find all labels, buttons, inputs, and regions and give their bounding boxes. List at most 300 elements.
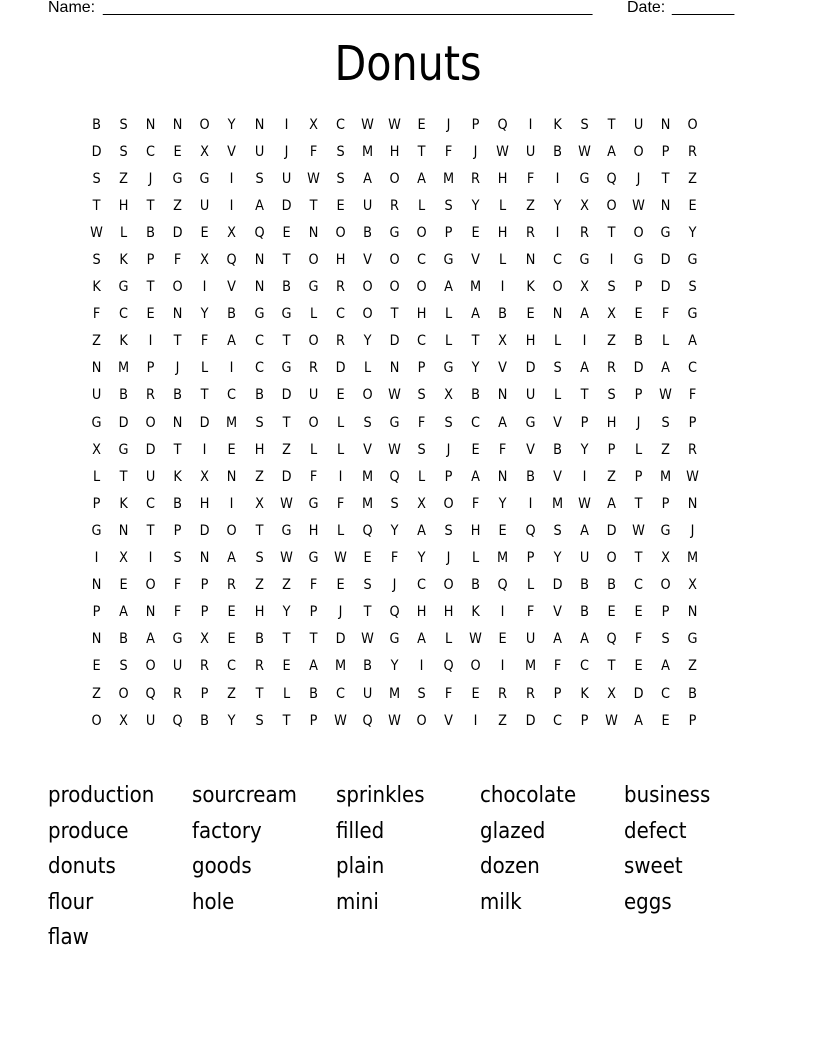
- grid-letter[interactable]: O: [362, 279, 373, 296]
- grid-letter[interactable]: Q: [524, 522, 536, 539]
- grid-letter[interactable]: O: [308, 414, 319, 431]
- grid-letter[interactable]: P: [92, 604, 101, 621]
- grid-letter[interactable]: O: [362, 306, 373, 323]
- grid-letter[interactable]: N: [660, 116, 671, 133]
- grid-letter[interactable]: B: [254, 631, 264, 648]
- grid-letter[interactable]: P: [634, 387, 643, 404]
- grid-letter[interactable]: H: [254, 604, 264, 621]
- grid-letter[interactable]: R: [688, 441, 698, 458]
- grid-letter[interactable]: M: [470, 279, 482, 296]
- grid-letter[interactable]: E: [498, 631, 508, 648]
- grid-letter[interactable]: O: [362, 387, 373, 404]
- grid-letter[interactable]: S: [444, 414, 453, 431]
- grid-letter[interactable]: I: [203, 279, 207, 296]
- grid-letter[interactable]: N: [308, 224, 319, 241]
- grid-letter[interactable]: O: [687, 116, 698, 133]
- grid-letter[interactable]: I: [582, 468, 587, 485]
- grid-letter[interactable]: T: [173, 333, 182, 350]
- grid-letter[interactable]: T: [255, 522, 264, 539]
- grid-letter[interactable]: X: [254, 495, 264, 512]
- grid-letter[interactable]: R: [200, 658, 210, 675]
- grid-letter[interactable]: A: [119, 604, 129, 621]
- grid-letter[interactable]: P: [634, 468, 643, 485]
- grid-letter[interactable]: M: [551, 495, 563, 512]
- grid-letter[interactable]: D: [606, 522, 617, 539]
- grid-letter[interactable]: H: [443, 604, 454, 621]
- grid-letter[interactable]: X: [688, 577, 698, 594]
- grid-letter[interactable]: T: [92, 197, 101, 214]
- grid-letter[interactable]: Z: [254, 468, 264, 485]
- grid-letter[interactable]: P: [201, 604, 209, 621]
- grid-letter[interactable]: E: [471, 685, 480, 702]
- grid-letter[interactable]: O: [172, 279, 183, 296]
- grid-letter[interactable]: R: [606, 360, 616, 377]
- grid-letter[interactable]: W: [90, 224, 103, 241]
- grid-letter[interactable]: I: [501, 279, 505, 296]
- grid-letter[interactable]: R: [688, 143, 698, 160]
- grid-letter[interactable]: E: [634, 658, 643, 675]
- grid-letter[interactable]: A: [579, 631, 589, 648]
- grid-letter[interactable]: N: [91, 577, 102, 594]
- grid-letter[interactable]: C: [417, 333, 427, 350]
- grid-letter[interactable]: P: [661, 495, 670, 512]
- grid-letter[interactable]: F: [174, 604, 182, 621]
- grid-letter[interactable]: K: [119, 495, 128, 512]
- grid-letter[interactable]: U: [146, 468, 156, 485]
- grid-letter[interactable]: F: [309, 577, 318, 594]
- grid-letter[interactable]: J: [284, 143, 289, 160]
- grid-letter[interactable]: F: [417, 414, 426, 431]
- grid-letter[interactable]: B: [308, 685, 318, 702]
- grid-letter[interactable]: C: [227, 387, 237, 404]
- grid-letter[interactable]: C: [471, 414, 481, 431]
- grid-letter[interactable]: U: [173, 658, 183, 675]
- grid-letter[interactable]: A: [146, 631, 156, 648]
- grid-letter[interactable]: J: [148, 170, 153, 187]
- grid-letter[interactable]: G: [660, 522, 671, 539]
- grid-letter[interactable]: Z: [254, 577, 264, 594]
- grid-letter[interactable]: C: [688, 360, 698, 377]
- grid-letter[interactable]: W: [632, 522, 645, 539]
- grid-letter[interactable]: C: [254, 333, 264, 350]
- grid-letter[interactable]: G: [91, 522, 102, 539]
- grid-letter[interactable]: N: [687, 604, 698, 621]
- grid-letter[interactable]: B: [200, 712, 210, 729]
- grid-letter[interactable]: X: [498, 333, 508, 350]
- grid-letter[interactable]: T: [634, 550, 643, 567]
- grid-letter[interactable]: S: [390, 495, 399, 512]
- grid-letter[interactable]: I: [230, 495, 234, 512]
- grid-letter[interactable]: T: [634, 495, 643, 512]
- grid-letter[interactable]: M: [443, 170, 455, 187]
- grid-letter[interactable]: W: [361, 116, 374, 133]
- grid-letter[interactable]: X: [444, 387, 454, 404]
- grid-letter[interactable]: L: [418, 468, 426, 485]
- grid-letter[interactable]: S: [444, 197, 453, 214]
- grid-letter[interactable]: W: [279, 495, 293, 512]
- grid-letter[interactable]: I: [230, 360, 234, 377]
- grid-letter[interactable]: K: [525, 279, 535, 296]
- grid-letter[interactable]: L: [445, 631, 453, 648]
- grid-letter[interactable]: X: [92, 441, 101, 458]
- grid-letter[interactable]: E: [688, 197, 697, 214]
- grid-letter[interactable]: E: [173, 143, 182, 160]
- grid-letter[interactable]: L: [526, 577, 534, 594]
- grid-letter[interactable]: E: [282, 224, 291, 241]
- grid-letter[interactable]: R: [173, 685, 183, 702]
- grid-letter[interactable]: F: [174, 252, 182, 269]
- grid-letter[interactable]: T: [282, 414, 291, 431]
- grid-letter[interactable]: P: [146, 360, 155, 377]
- grid-letter[interactable]: C: [335, 685, 345, 702]
- grid-letter[interactable]: U: [525, 387, 535, 404]
- grid-letter[interactable]: S: [173, 550, 182, 567]
- grid-letter[interactable]: C: [254, 360, 264, 377]
- grid-letter[interactable]: G: [687, 252, 698, 269]
- grid-letter[interactable]: T: [607, 224, 616, 241]
- grid-letter[interactable]: Z: [281, 441, 291, 458]
- grid-letter[interactable]: U: [579, 550, 589, 567]
- grid-letter[interactable]: A: [471, 468, 481, 485]
- grid-letter[interactable]: R: [335, 279, 345, 296]
- grid-letter[interactable]: F: [526, 604, 534, 621]
- grid-letter[interactable]: A: [363, 170, 372, 187]
- grid-letter[interactable]: B: [471, 577, 481, 594]
- grid-letter[interactable]: N: [254, 116, 264, 133]
- grid-letter[interactable]: U: [525, 143, 535, 160]
- grid-letter[interactable]: R: [335, 333, 345, 350]
- grid-letter[interactable]: L: [445, 333, 453, 350]
- grid-letter[interactable]: I: [501, 604, 505, 621]
- grid-letter[interactable]: O: [145, 658, 156, 675]
- grid-letter[interactable]: K: [552, 116, 562, 133]
- grid-letter[interactable]: B: [633, 333, 643, 350]
- grid-letter[interactable]: L: [418, 197, 426, 214]
- grid-letter[interactable]: B: [471, 387, 481, 404]
- grid-letter[interactable]: H: [254, 441, 264, 458]
- grid-letter[interactable]: I: [555, 224, 560, 241]
- grid-letter[interactable]: B: [173, 495, 183, 512]
- grid-letter[interactable]: E: [336, 197, 345, 214]
- grid-letter[interactable]: G: [443, 252, 454, 269]
- grid-letter[interactable]: G: [579, 170, 590, 187]
- grid-letter[interactable]: B: [552, 143, 562, 160]
- grid-letter[interactable]: C: [661, 685, 671, 702]
- grid-letter[interactable]: Q: [172, 712, 183, 729]
- grid-letter[interactable]: P: [92, 495, 101, 512]
- grid-letter[interactable]: A: [661, 658, 670, 675]
- grid-letter[interactable]: J: [338, 604, 343, 621]
- grid-letter[interactable]: B: [227, 306, 237, 323]
- grid-letter[interactable]: X: [227, 224, 237, 241]
- grid-letter[interactable]: P: [201, 685, 209, 702]
- grid-letter[interactable]: P: [417, 360, 426, 377]
- grid-letter[interactable]: S: [119, 658, 128, 675]
- grid-letter[interactable]: B: [363, 224, 372, 241]
- grid-letter[interactable]: D: [633, 685, 644, 702]
- grid-letter[interactable]: X: [200, 143, 210, 160]
- grid-letter[interactable]: M: [118, 360, 130, 377]
- grid-letter[interactable]: C: [146, 143, 156, 160]
- grid-letter[interactable]: I: [230, 170, 234, 187]
- grid-letter[interactable]: R: [498, 685, 508, 702]
- grid-letter[interactable]: L: [309, 306, 317, 323]
- grid-letter[interactable]: W: [388, 116, 401, 133]
- grid-letter[interactable]: I: [94, 550, 99, 567]
- grid-letter[interactable]: O: [416, 279, 427, 296]
- grid-letter[interactable]: Z: [92, 333, 101, 350]
- grid-letter[interactable]: L: [282, 685, 290, 702]
- grid-letter[interactable]: S: [417, 441, 426, 458]
- grid-letter[interactable]: O: [335, 224, 346, 241]
- grid-letter[interactable]: E: [634, 306, 643, 323]
- grid-letter[interactable]: P: [553, 685, 562, 702]
- grid-letter[interactable]: F: [472, 495, 480, 512]
- grid-letter[interactable]: Y: [228, 116, 236, 133]
- grid-letter[interactable]: O: [308, 252, 319, 269]
- grid-letter[interactable]: Z: [281, 577, 291, 594]
- grid-letter[interactable]: W: [388, 712, 401, 729]
- grid-letter[interactable]: U: [525, 631, 535, 648]
- grid-letter[interactable]: H: [200, 495, 210, 512]
- grid-letter[interactable]: K: [119, 252, 128, 269]
- grid-letter[interactable]: Y: [282, 604, 291, 621]
- grid-letter[interactable]: S: [661, 414, 670, 431]
- grid-letter[interactable]: O: [443, 495, 454, 512]
- grid-letter[interactable]: W: [686, 468, 699, 485]
- grid-letter[interactable]: O: [199, 116, 210, 133]
- grid-letter[interactable]: R: [525, 224, 535, 241]
- grid-letter[interactable]: M: [361, 495, 374, 512]
- grid-letter[interactable]: X: [606, 306, 616, 323]
- grid-letter[interactable]: D: [335, 360, 346, 377]
- grid-letter[interactable]: O: [470, 658, 481, 675]
- grid-letter[interactable]: Y: [553, 197, 562, 214]
- grid-letter[interactable]: B: [579, 577, 589, 594]
- grid-letter[interactable]: D: [145, 441, 156, 458]
- grid-letter[interactable]: G: [525, 414, 536, 431]
- grid-letter[interactable]: G: [254, 306, 265, 323]
- grid-letter[interactable]: S: [607, 279, 616, 296]
- grid-letter[interactable]: Q: [389, 468, 400, 485]
- grid-letter[interactable]: U: [308, 387, 319, 404]
- grid-letter[interactable]: N: [172, 414, 183, 431]
- grid-letter[interactable]: N: [172, 306, 183, 323]
- grid-letter[interactable]: F: [445, 685, 453, 702]
- grid-letter[interactable]: B: [146, 224, 156, 241]
- grid-letter[interactable]: P: [526, 550, 534, 567]
- grid-letter[interactable]: G: [118, 279, 129, 296]
- grid-letter[interactable]: B: [525, 468, 535, 485]
- grid-letter[interactable]: T: [661, 170, 670, 187]
- grid-letter[interactable]: Q: [362, 522, 373, 539]
- grid-letter[interactable]: A: [417, 631, 427, 648]
- grid-letter[interactable]: U: [633, 116, 644, 133]
- grid-letter[interactable]: P: [146, 252, 155, 269]
- grid-letter[interactable]: P: [688, 712, 697, 729]
- grid-letter[interactable]: A: [661, 360, 670, 377]
- grid-letter[interactable]: G: [308, 279, 319, 296]
- grid-letter[interactable]: O: [389, 170, 400, 187]
- grid-letter[interactable]: D: [172, 224, 183, 241]
- grid-letter[interactable]: O: [145, 414, 156, 431]
- grid-letter[interactable]: C: [335, 116, 345, 133]
- grid-letter[interactable]: Y: [688, 224, 697, 241]
- grid-letter[interactable]: U: [91, 387, 102, 404]
- grid-letter[interactable]: G: [687, 306, 698, 323]
- grid-letter[interactable]: A: [227, 550, 237, 567]
- grid-letter[interactable]: R: [308, 360, 318, 377]
- grid-letter[interactable]: L: [472, 550, 480, 567]
- grid-letter[interactable]: K: [119, 333, 128, 350]
- grid-letter[interactable]: Y: [553, 550, 562, 567]
- grid-letter[interactable]: G: [687, 631, 698, 648]
- grid-letter[interactable]: N: [145, 604, 156, 621]
- grid-letter[interactable]: W: [496, 143, 510, 160]
- grid-letter[interactable]: Z: [661, 441, 670, 458]
- grid-letter[interactable]: G: [389, 414, 400, 431]
- grid-letter[interactable]: Y: [417, 550, 426, 567]
- grid-letter[interactable]: T: [146, 197, 155, 214]
- grid-letter[interactable]: P: [607, 441, 616, 458]
- grid-letter[interactable]: A: [579, 522, 589, 539]
- grid-letter[interactable]: I: [528, 495, 532, 512]
- grid-letter[interactable]: V: [363, 252, 372, 269]
- grid-letter[interactable]: R: [525, 685, 535, 702]
- grid-letter[interactable]: S: [119, 143, 128, 160]
- grid-letter[interactable]: K: [173, 468, 183, 485]
- grid-letter[interactable]: Z: [498, 712, 508, 729]
- grid-letter[interactable]: R: [471, 170, 481, 187]
- grid-letter[interactable]: D: [281, 197, 292, 214]
- grid-letter[interactable]: E: [661, 712, 670, 729]
- grid-letter[interactable]: E: [146, 306, 155, 323]
- grid-letter[interactable]: F: [688, 387, 697, 404]
- grid-letter[interactable]: Z: [606, 333, 616, 350]
- grid-letter[interactable]: N: [91, 631, 102, 648]
- grid-letter[interactable]: A: [227, 333, 237, 350]
- grid-letter[interactable]: D: [633, 360, 644, 377]
- grid-letter[interactable]: H: [118, 197, 129, 214]
- grid-letter[interactable]: I: [609, 252, 614, 269]
- name-field[interactable]: _______________________________________________________: [103, 0, 593, 16]
- grid-letter[interactable]: N: [687, 495, 698, 512]
- grid-letter[interactable]: L: [445, 306, 453, 323]
- grid-letter[interactable]: O: [91, 712, 102, 729]
- grid-letter[interactable]: A: [417, 522, 427, 539]
- grid-letter[interactable]: A: [417, 170, 427, 187]
- grid-letter[interactable]: X: [579, 197, 589, 214]
- grid-letter[interactable]: D: [281, 468, 292, 485]
- grid-letter[interactable]: D: [118, 414, 129, 431]
- grid-letter[interactable]: M: [361, 143, 374, 160]
- grid-letter[interactable]: K: [471, 604, 481, 621]
- grid-letter[interactable]: O: [145, 577, 156, 594]
- grid-letter[interactable]: U: [362, 685, 373, 702]
- grid-letter[interactable]: G: [443, 360, 454, 377]
- grid-letter[interactable]: E: [525, 306, 535, 323]
- grid-letter[interactable]: O: [308, 333, 319, 350]
- grid-letter[interactable]: E: [200, 224, 209, 241]
- grid-letter[interactable]: T: [607, 658, 616, 675]
- grid-letter[interactable]: E: [607, 604, 616, 621]
- grid-letter[interactable]: X: [579, 279, 589, 296]
- grid-letter[interactable]: G: [389, 631, 400, 648]
- grid-letter[interactable]: G: [199, 170, 210, 187]
- grid-letter[interactable]: S: [580, 116, 589, 133]
- grid-letter[interactable]: E: [498, 522, 508, 539]
- grid-letter[interactable]: W: [632, 197, 645, 214]
- grid-letter[interactable]: E: [471, 224, 480, 241]
- grid-letter[interactable]: E: [471, 441, 480, 458]
- grid-letter[interactable]: I: [555, 170, 560, 187]
- grid-letter[interactable]: B: [281, 279, 291, 296]
- grid-letter[interactable]: V: [444, 712, 454, 729]
- grid-letter[interactable]: W: [577, 495, 591, 512]
- grid-letter[interactable]: B: [579, 604, 589, 621]
- grid-letter[interactable]: O: [633, 224, 644, 241]
- grid-letter[interactable]: Z: [688, 658, 698, 675]
- grid-letter[interactable]: F: [445, 143, 453, 160]
- grid-letter[interactable]: O: [416, 712, 427, 729]
- grid-letter[interactable]: R: [390, 197, 400, 214]
- grid-letter[interactable]: U: [362, 197, 373, 214]
- grid-letter[interactable]: W: [577, 143, 591, 160]
- grid-letter[interactable]: N: [91, 360, 102, 377]
- grid-letter[interactable]: L: [336, 522, 344, 539]
- grid-letter[interactable]: F: [499, 441, 507, 458]
- grid-letter[interactable]: R: [227, 577, 237, 594]
- grid-letter[interactable]: V: [552, 604, 562, 621]
- grid-letter[interactable]: E: [634, 604, 643, 621]
- grid-letter[interactable]: S: [688, 279, 697, 296]
- grid-letter[interactable]: S: [417, 685, 426, 702]
- grid-letter[interactable]: O: [443, 577, 454, 594]
- grid-letter[interactable]: E: [336, 577, 345, 594]
- grid-letter[interactable]: P: [444, 468, 453, 485]
- grid-letter[interactable]: L: [553, 387, 561, 404]
- grid-letter[interactable]: L: [499, 197, 507, 214]
- grid-letter[interactable]: Q: [145, 685, 156, 702]
- grid-letter[interactable]: T: [390, 306, 399, 323]
- grid-letter[interactable]: X: [308, 116, 318, 133]
- grid-letter[interactable]: F: [661, 306, 670, 323]
- grid-letter[interactable]: D: [660, 279, 671, 296]
- grid-letter[interactable]: L: [661, 333, 670, 350]
- grid-letter[interactable]: M: [389, 685, 401, 702]
- grid-letter[interactable]: P: [444, 224, 453, 241]
- grid-letter[interactable]: P: [580, 414, 589, 431]
- grid-letter[interactable]: S: [444, 522, 453, 539]
- grid-letter[interactable]: Y: [390, 522, 399, 539]
- grid-letter[interactable]: T: [119, 468, 128, 485]
- grid-letter[interactable]: I: [148, 550, 153, 567]
- grid-letter[interactable]: N: [200, 550, 210, 567]
- grid-letter[interactable]: D: [199, 522, 210, 539]
- grid-letter[interactable]: Z: [92, 685, 101, 702]
- grid-letter[interactable]: Y: [200, 306, 209, 323]
- grid-letter[interactable]: R: [146, 387, 156, 404]
- grid-letter[interactable]: D: [660, 252, 671, 269]
- grid-letter[interactable]: I: [203, 441, 207, 458]
- date-field[interactable]: _______: [672, 0, 735, 16]
- grid-letter[interactable]: I: [473, 712, 478, 729]
- grid-letter[interactable]: A: [606, 143, 616, 160]
- grid-letter[interactable]: T: [282, 631, 291, 648]
- grid-letter[interactable]: O: [226, 522, 238, 539]
- grid-letter[interactable]: B: [606, 577, 616, 594]
- grid-letter[interactable]: L: [499, 252, 507, 269]
